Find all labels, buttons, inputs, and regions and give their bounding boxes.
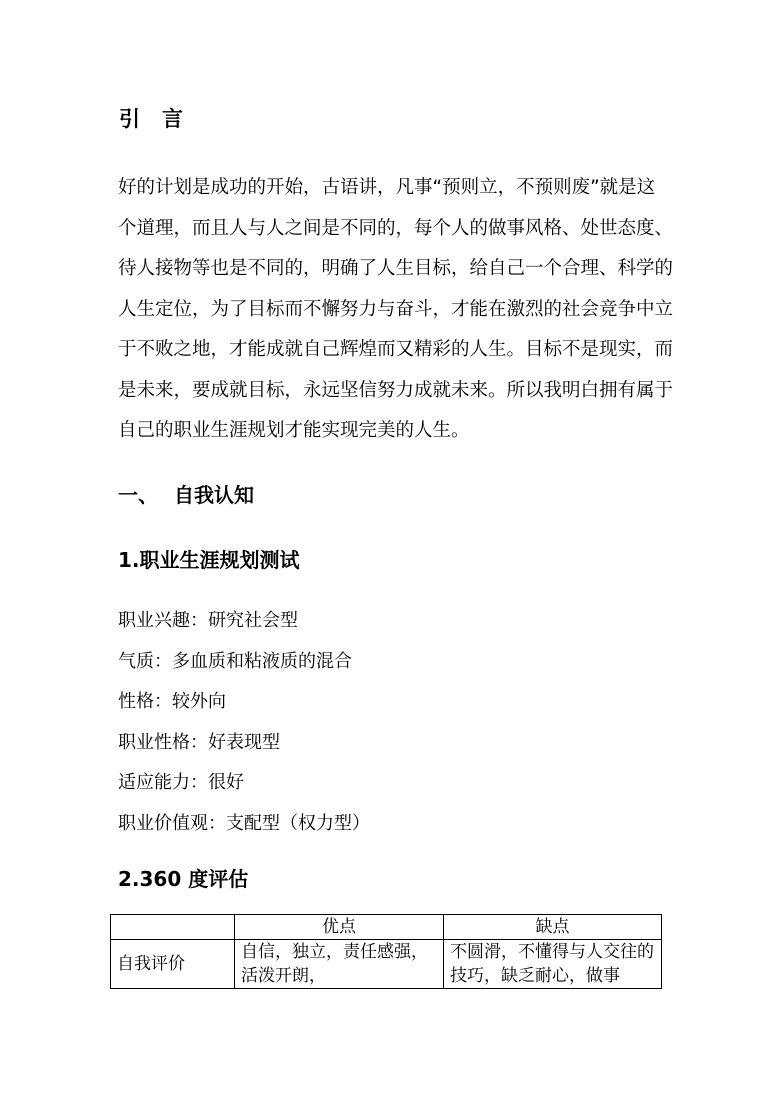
section-heading-self-awareness bbox=[118, 480, 254, 510]
intro-heading: 引言 bbox=[119, 107, 205, 131]
table-header-strengths: 优点 bbox=[235, 915, 444, 940]
list-item: 职业性格：好表现型 bbox=[118, 731, 280, 753]
subsection-heading-career-test: 1.职业生涯规划测试 bbox=[118, 548, 300, 572]
table-row-label: 自我评价 bbox=[111, 940, 235, 989]
list-item: 适应能力：很好 bbox=[118, 772, 244, 793]
table-cell-weaknesses: 不圆滑，不懂得与人交往的技巧，缺乏耐心，做事 bbox=[444, 940, 662, 989]
table-row bbox=[111, 940, 662, 989]
list-item: 职业兴趣：研究社会型 bbox=[118, 610, 298, 631]
trait-list bbox=[118, 601, 370, 844]
intro-paragraph bbox=[118, 168, 678, 452]
list-item: 职业价值观：支配型（权力型） bbox=[118, 812, 370, 834]
list-item: 性格：较外向 bbox=[118, 691, 226, 712]
intro-line: 于不败之地，才能成就自己辉煌而又精彩的人生。目标不是现实，而 bbox=[118, 339, 674, 360]
intro-line: 是未来，要成就目标，永远坚信努力成就未来。所以我明白拥有属于 bbox=[118, 379, 674, 401]
subsection-heading-360-evaluation: 2.360 度评估 bbox=[118, 867, 249, 891]
intro-line: 好的计划是成功的开始，古语讲，凡事“预则立，不预则废”就是这 bbox=[118, 177, 656, 198]
intro-line: 待人接物等也是不同的，明确了人生目标，给自己一个合理、科学的 bbox=[118, 258, 674, 279]
intro-line: 个道理，而且人与人之间是不同的，每个人的做事风格、处世态度、 bbox=[118, 217, 674, 239]
section-number: 一、 bbox=[118, 483, 158, 507]
intro-line: 自己的职业生涯规划才能实现完美的人生。 bbox=[118, 420, 470, 441]
table-header-row bbox=[111, 915, 662, 940]
section-title: 自我认知 bbox=[174, 483, 254, 507]
intro-line: 人生定位，为了目标而不懈努力与奋斗，才能在激烈的社会竞争中立 bbox=[118, 298, 674, 320]
table-cell-strengths: 自信，独立，责任感强，活泼开朗， bbox=[235, 940, 444, 989]
table-header-cell bbox=[111, 915, 235, 940]
list-item: 气质：多血质和粘液质的混合 bbox=[118, 650, 352, 672]
evaluation-table bbox=[110, 914, 662, 989]
table-header-weaknesses: 缺点 bbox=[444, 915, 662, 940]
